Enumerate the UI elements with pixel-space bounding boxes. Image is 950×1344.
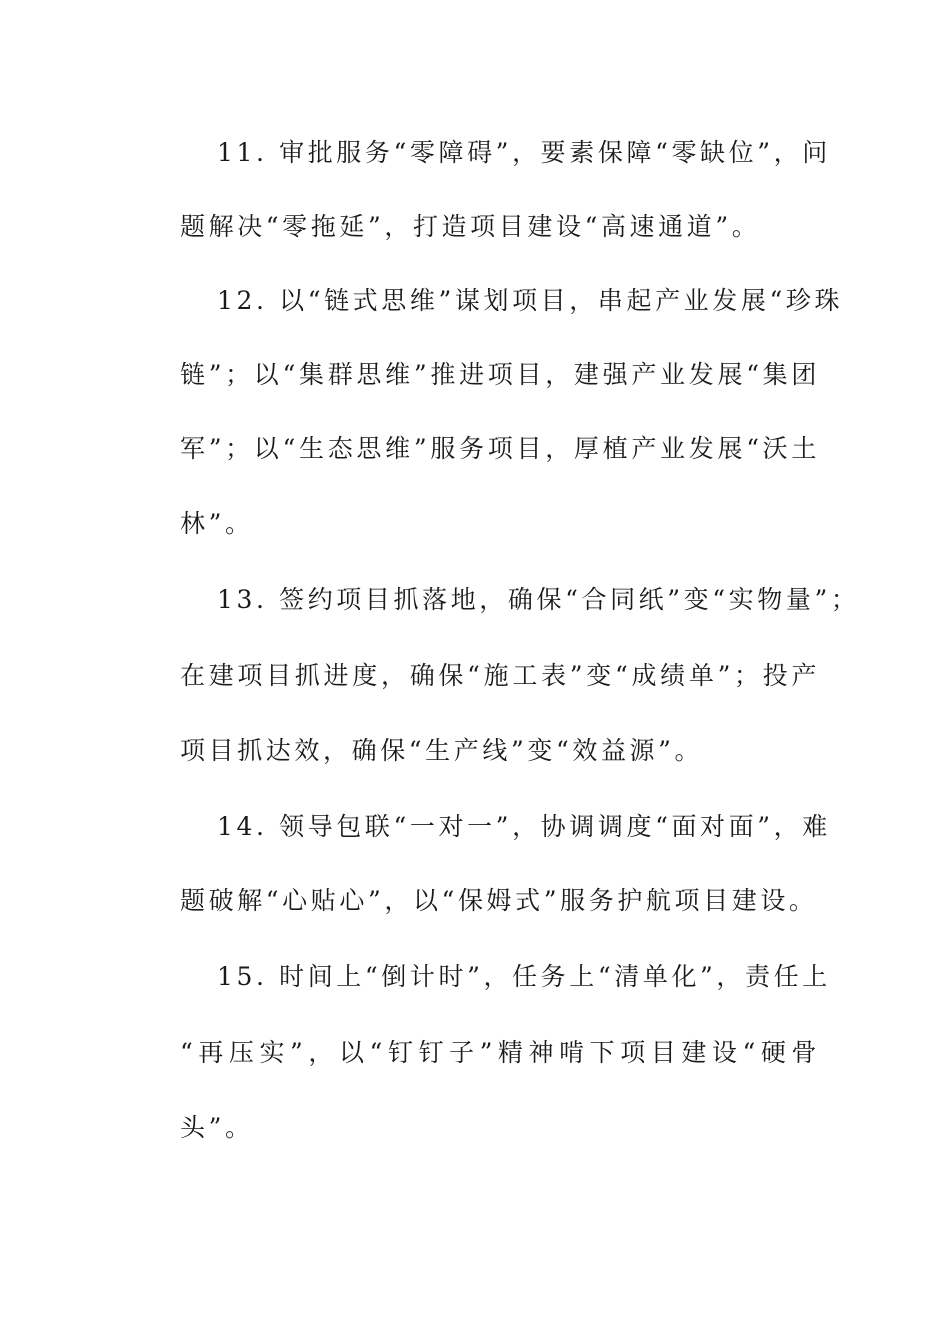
paragraph-15-line-1: 15. 时间上“倒计时”，任务上“清单化”，责任上 (217, 962, 831, 991)
paragraph-14-line-2: 题破解“心贴心”，以“保姆式”服务护航项目建设。 (180, 886, 818, 915)
paragraph-13-line-1: 13. 签约项目抓落地，确保“合同纸”变“实物量”； (217, 585, 860, 614)
paragraph-15-line-2: “再压实”，以“钉钉子”精神啃下项目建设“硬骨 (180, 1038, 820, 1067)
paragraph-12-line-4: 林”。 (180, 509, 254, 538)
paragraph-12-line-3: 军”；以“生态思维”服务项目，厚植产业发展“沃土 (180, 434, 820, 463)
paragraph-13-line-2: 在建项目抓进度，确保“施工表”变“成绩单”；投产 (180, 661, 820, 690)
paragraph-12-line-1: 12. 以“链式思维”谋划项目，串起产业发展“珍珠 (217, 286, 844, 315)
paragraph-15-line-3: 头”。 (180, 1113, 254, 1142)
paragraph-12-line-2: 链”；以“集群思维”推进项目，建强产业发展“集团 (180, 360, 820, 389)
paragraph-11-line-1: 11. 审批服务“零障碍”，要素保障“零缺位”，问 (217, 138, 831, 167)
paragraph-11-line-2: 题解决“零拖延”，打造项目建设“高速通道”。 (180, 212, 761, 241)
paragraph-14-line-1: 14. 领导包联“一对一”，协调调度“面对面”，难 (217, 812, 831, 841)
paragraph-13-line-3: 项目抓达效，确保“生产线”变“效益源”。 (180, 736, 704, 765)
